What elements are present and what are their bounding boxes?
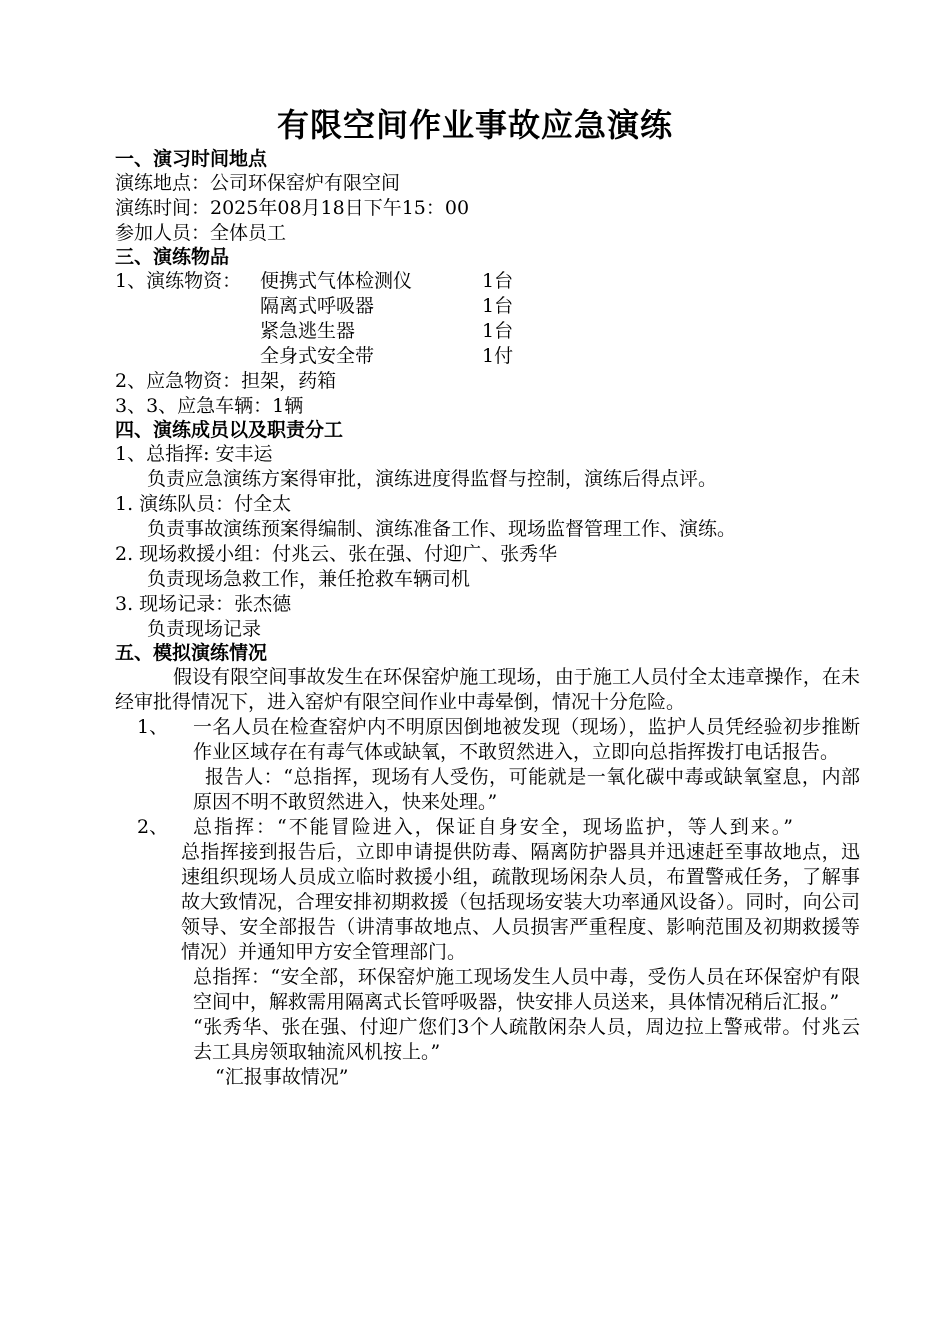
section-heading-materials: 三、演练物品 [115, 246, 230, 268]
materials-prefix: 1、演练物资： [115, 270, 242, 292]
simulation-intro: 假设有限空间事故发生在环保窑炉施工现场，由于施工人员付全太违章操作，在未经审批得情况下，进入窑炉有限空间作业中毒晕倒，情况十分危险。 [115, 666, 860, 713]
commander-quote-report: “汇报事故情况” [215, 1066, 349, 1088]
material-row [115, 269, 860, 294]
team-duty: 负责事故演练预案得编制、演练准备工作、现场监督管理工作、演练。 [147, 518, 737, 540]
simulation-item-1 [115, 715, 860, 765]
commander-line: 1、总指挥: 安丰运 [115, 443, 273, 465]
material-row [115, 294, 860, 319]
material-name: 隔离式呼吸器 [260, 295, 375, 317]
commander-quote-safety: 总指挥：“安全部，环保窑炉施工现场发生人员中毒，受伤人员在环保窑炉有限空间中，解救需用隔离式长管呼吸器，快安排人员送来，具体情况稍后汇报。” [193, 966, 860, 1013]
rescue-duty: 负责现场急救工作，兼任抢救车辆司机 [147, 568, 471, 590]
material-qty: 1台 [482, 295, 514, 317]
item-text: 总指挥：“不能冒险进入，保证自身安全，现场监护，等人到来。” [193, 816, 795, 838]
team-line: 1. 演练队员：付全太 [115, 493, 292, 515]
material-qty: 1台 [482, 270, 514, 292]
record-line: 3. 现场记录：张杰德 [115, 593, 292, 615]
emergency-vehicle: 3、3、应急车辆：1辆 [115, 395, 304, 417]
section-heading-time-location: 一、演习时间地点 [115, 148, 268, 170]
material-row [115, 319, 860, 344]
material-name: 全身式安全带 [260, 345, 375, 367]
document-body [115, 148, 860, 1090]
drill-time: 演练时间：2025年08月18日下午15：00 [115, 197, 470, 219]
material-qty: 1台 [482, 320, 514, 342]
reporter-quote: 报告人：“总指挥，现场有人受伤，可能就是一氧化碳中毒或缺氧窒息，内部原因不明不敢贸然进入，快来处理。” [193, 766, 860, 813]
material-name: 紧急逃生器 [260, 320, 356, 342]
drill-participants: 参加人员：全体员工 [115, 222, 287, 244]
emergency-supplies: 2、应急物资：担架，药箱 [115, 370, 337, 392]
drill-location: 演练地点：公司环保窑炉有限空间 [115, 172, 401, 194]
section-heading-members: 四、演练成员以及职责分工 [115, 419, 344, 441]
material-qty: 1付 [482, 345, 514, 367]
document-title: 有限空间作业事故应急演练 [276, 106, 673, 144]
record-duty: 负责现场记录 [147, 618, 262, 640]
item-number: 2、 [137, 816, 169, 838]
material-name: 便携式气体检测仪 [260, 270, 413, 292]
item-number: 1、 [137, 716, 169, 738]
item-text: 一名人员在检查窑炉内不明原因倒地被发现（现场），监护人员凭经验初步推断作业区域存在有毒气体或缺氧，不敢贸然进入，立即向总指挥拨打电话报告。 [193, 716, 860, 763]
commander-duty: 负责应急演练方案得审批，演练进度得监督与控制，演练后得点评。 [147, 468, 718, 490]
commander-quote-assign: “张秀华、张在强、付迎广您们3个人疏散闲杂人员，周边拉上警戒带。付兆云去工具房领取轴流风机按上。” [193, 1016, 860, 1063]
rescue-line: 2. 现场救援小组：付兆云、张在强、付迎广、张秀华 [115, 543, 558, 565]
material-row [115, 344, 860, 369]
commander-action: 总指挥接到报告后，立即申请提供防毒、隔离防护器具并迅速赶至事故地点，迅速组织现场人员成立临时救援小组，疏散现场闲杂人员，布置警戒任务，了解事故大致情况，合理安排初期救援（包括现场安装大功率通风设备）。同时，向公司领导、安全部报告（讲清事故地点、人员损害严重程度、影响范围及初期救援等情况）并通知甲方安全管理部门。 [181, 841, 860, 963]
section-heading-simulation: 五、模拟演练情况 [115, 642, 268, 664]
simulation-item-2 [115, 815, 860, 840]
